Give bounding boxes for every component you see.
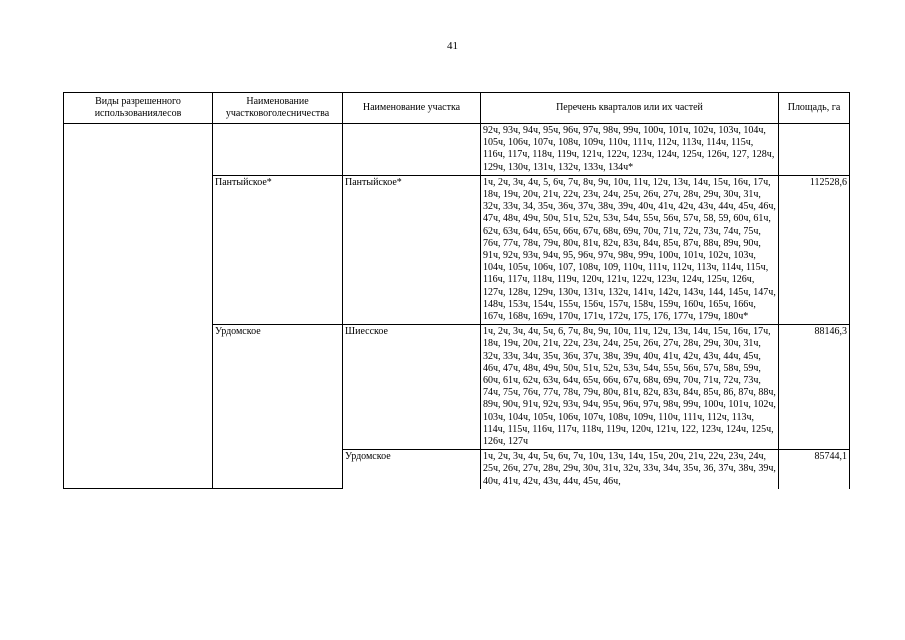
plot-cell: Урдомское: [343, 450, 481, 489]
table-row: [64, 124, 850, 176]
forestry-cell: Урдомское: [213, 325, 343, 489]
header-area: Площадь, га: [779, 93, 850, 124]
forestry-cell: Пантыйское*: [213, 175, 343, 324]
forestry-cell: [213, 124, 343, 176]
area-cell: 112528,6: [779, 175, 850, 324]
area-cell: [779, 124, 850, 176]
area-cell: 85744,1: [779, 450, 850, 489]
quarters-cell: 1ч, 2ч, 3ч, 4ч, 5ч, 6, 7ч, 8ч, 9ч, 10ч, 11ч, 12ч, 13ч, 14ч, 15ч, 16ч, 17ч, 18ч, 19ч, 20ч, 21ч, 22ч, 23ч, 24ч, 25ч, 26ч, 27ч, 28ч, 29ч, 30ч, 31ч, 32ч, 33ч, 34ч, 35ч, 36ч, 37ч, 38ч, 39ч, 40ч, 41ч, 42ч, 43ч, 44ч, 45ч, 46ч, 47ч, 48ч, 49ч, 50ч, 51ч, 52ч, 53ч, 54ч, 55ч, 56ч, 57ч, 58ч, 59ч, 60ч, 61ч, 62ч, 63ч, 64ч, 65ч, 66ч, 67ч, 68ч, 69ч, 70ч, 71ч, 72ч, 73ч, 74ч, 75ч, 76ч, 77ч, 78ч, 79ч, 80ч, 81ч, 82ч, 83ч, 84ч, 85ч, 86, 87ч, 88ч, 89ч, 90ч, 91ч, 92ч, 93ч, 94ч, 95ч, 96ч, 97ч, 98ч, 99ч, 100ч, 101ч, 102ч, 103ч, 104ч, 105ч, 106ч, 107ч, 108ч, 109ч, 110ч, 111ч, 112ч, 113ч, 114ч, 115ч, 116ч, 117ч, 118ч, 119ч, 120ч, 121ч, 122, 123ч, 124ч, 125ч, 126ч, 127ч: [481, 325, 779, 450]
area-cell: 88146,3: [779, 325, 850, 450]
quarters-cell: 1ч, 2ч, 3ч, 4ч, 5, 6ч, 7ч, 8ч, 9ч, 10ч, 11ч, 12ч, 13ч, 14ч, 15ч, 16ч, 17ч, 18ч, 19ч, 20ч, 21ч, 22ч, 23ч, 24ч, 25ч, 26ч, 27ч, 28ч, 29ч, 30ч, 31ч, 32ч, 33ч, 34, 35ч, 36ч, 37ч, 38ч, 39ч, 40ч, 41ч, 42ч, 43ч, 44ч, 45ч, 46ч, 47ч, 48ч, 49ч, 50ч, 51ч, 52ч, 53ч, 54ч, 55ч, 56ч, 57ч, 58, 59, 60ч, 61ч, 62ч, 63ч, 64ч, 65ч, 66ч, 67ч, 68ч, 69ч, 70ч, 71ч, 72ч, 73ч, 74ч, 75ч, 76ч, 77ч, 78ч, 79ч, 80ч, 81ч, 82ч, 83ч, 84ч, 85ч, 87ч, 88ч, 89ч, 90ч, 91ч, 92ч, 93ч, 94ч, 95, 96ч, 97ч, 98ч, 99ч, 100ч, 101ч, 102ч, 103ч, 104ч, 105ч, 106ч, 107, 108ч, 109, 110ч, 111ч, 112ч, 113ч, 114ч, 115ч, 116ч, 117ч, 118ч, 119ч, 120ч, 121ч, 122ч, 123ч, 124ч, 125ч, 126ч, 127ч, 128ч, 129ч, 130ч, 131ч, 132ч, 141ч, 142ч, 143ч, 144, 145ч, 147ч, 148ч, 153ч, 154ч, 155ч, 156ч, 157ч, 158ч, 159ч, 160ч, 165ч, 166ч, 167ч, 168ч, 169ч, 170ч, 171ч, 172ч, 175, 176, 177ч, 179ч, 180ч*: [481, 175, 779, 324]
header-forestry: Наименование участковоголесничества: [213, 93, 343, 124]
plot-cell: Шиесское: [343, 325, 481, 450]
table-header-row: [64, 93, 850, 124]
forest-quarters-table: [63, 92, 850, 489]
page-number: 41: [447, 40, 458, 52]
plot-cell: Пантыйское*: [343, 175, 481, 324]
plot-cell: [343, 124, 481, 176]
use-type-cell: [64, 124, 213, 489]
header-plot: Наименование участка: [343, 93, 481, 124]
header-quarters: Перечень кварталов или их частей: [481, 93, 779, 124]
quarters-cell: 92ч, 93ч, 94ч, 95ч, 96ч, 97ч, 98ч, 99ч, 100ч, 101ч, 102ч, 103ч, 104ч, 105ч, 106ч, 107ч, 108ч, 109ч, 110ч, 111ч, 112ч, 113ч, 114ч, 115ч, 116ч, 117ч, 118ч, 119ч, 121ч, 122ч, 123ч, 124ч, 125ч, 126ч, 127, 128ч, 129ч, 130ч, 131ч, 132ч, 133ч, 134ч*: [481, 124, 779, 176]
header-use-type: Виды разрешенного использованиялесов: [64, 93, 213, 124]
quarters-cell: 1ч, 2ч, 3ч, 4ч, 5ч, 6ч, 7ч, 10ч, 13ч, 14ч, 15ч, 20ч, 21ч, 22ч, 23ч, 24ч, 25ч, 26ч, 27ч, 28ч, 29ч, 30ч, 31ч, 32ч, 33ч, 34ч, 35ч, 36, 37ч, 38ч, 39ч, 40ч, 41ч, 42ч, 43ч, 44ч, 45ч, 46ч,: [481, 450, 779, 489]
